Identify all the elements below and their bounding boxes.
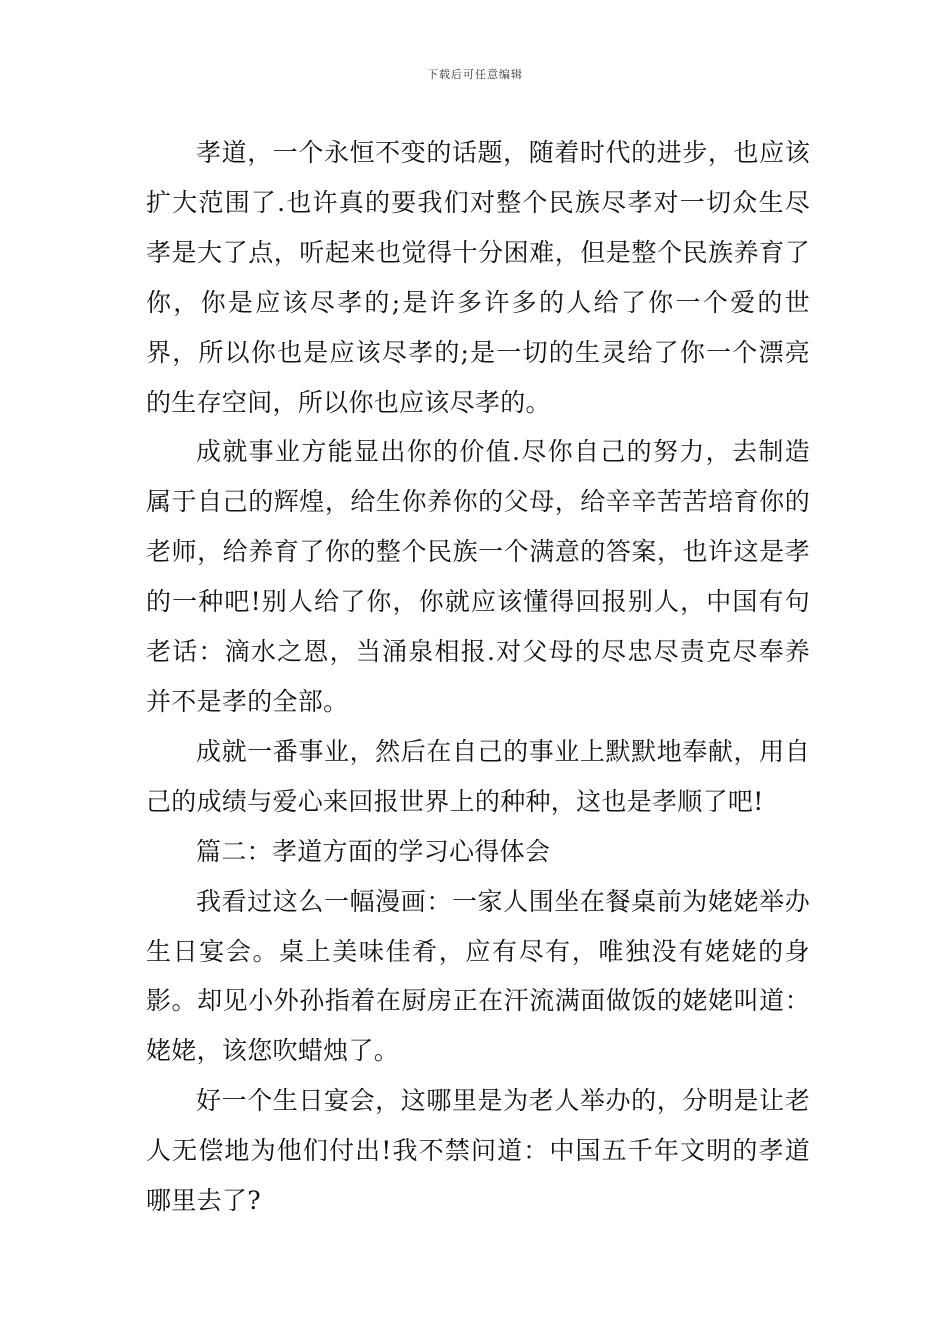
paragraph-dedication: 成就一番事业，然后在自己的事业上默默地奉献，用自己的成绩与爱心来回报世界上的种种，这也是孝顺了吧! xyxy=(146,736,810,816)
section-heading-part-two: 篇二：孝道方面的学习心得体会 xyxy=(196,836,551,866)
paragraph-cartoon-story: 我看过这么一幅漫画：一家人围坐在餐桌前为姥姥举办生日宴会。桌上美味佳肴，应有尽有，唯独没有姥姥的身影。却见小外孙指着在厨房正在汗流满面做饭的姥姥叫道：姥姥，该您吹蜡烛了。 xyxy=(146,886,810,1066)
page-header-note: 下载后可任意编辑 xyxy=(427,68,523,81)
document-body xyxy=(146,128,810,1226)
paragraph-career-value: 成就事业方能显出你的价值.尽你自己的努力，去制造属于自己的辉煌，给生你养你的父母，给辛辛苦苦培育你的老师，给养育了你的整个民族一个满意的答案，也许这是孝的一种吧!别人给了你，你就应该懂得回报别人，中国有句老话：滴水之恩，当涌泉相报.对父母的尽忠尽责克尽奉养并不是孝的全部。 xyxy=(146,437,810,716)
paragraph-filial-piety-scope: 孝道，一个永恒不变的话题，随着时代的进步，也应该扩大范围了.也许真的要我们对整个民族尽孝对一切众生尽孝是大了点，听起来也觉得十分困难，但是整个民族养育了你，你是应该尽孝的;是许多许多的人给了你一个爱的世界，所以你也是应该尽孝的;是一切的生灵给了你一个漂亮的生存空间，所以你也应该尽孝的。 xyxy=(146,138,810,417)
paragraph-birthday-reflection: 好一个生日宴会，这哪里是为老人举办的，分明是让老人无偿地为他们付出!我不禁问道：中国五千年文明的孝道哪里去了? xyxy=(146,1086,810,1216)
